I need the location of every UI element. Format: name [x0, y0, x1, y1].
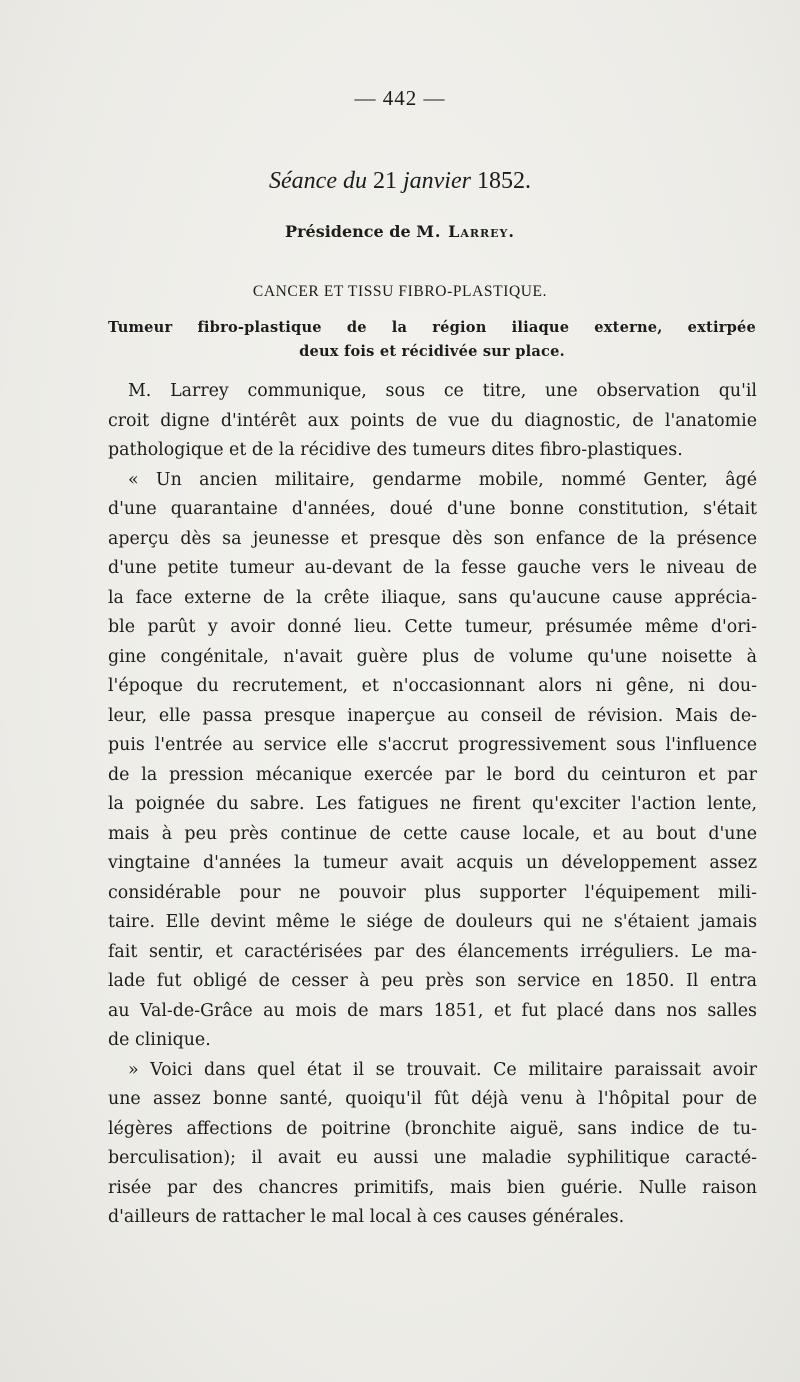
body-line: d'ailleurs de rattacher le mal local à ces causes générales.	[108, 1207, 625, 1227]
body-line: la poignée du sabre. Les fatigues ne firent qu'exciter l'action lente,	[108, 794, 757, 814]
body-line: la face externe de la crête iliaque, sans qu'aucune cause apprécia-	[108, 587, 757, 608]
body-line: » Voici dans quel état il se trouvait. Ce militaire paraissait avoir	[128, 1059, 757, 1080]
body-line: risée par des chancres primitifs, mais bien guérie. Nulle raison	[108, 1177, 757, 1198]
body-line: mais à peu près continue de cette cause locale, et au bout d'une	[108, 823, 757, 844]
presidency-name: M. Larrey.	[416, 222, 515, 241]
body-line: taire. Elle devint même le siége de douleurs qui ne s'étaient jamais	[108, 912, 757, 932]
page-number: — 442 —	[354, 86, 446, 110]
body-line: au Val-de-Grâce au mois de mars 1851, et fut placé dans nos salles	[108, 1000, 757, 1021]
body-line: une assez bonne santé, quoiqu'il fût déjà venu à l'hôpital pour de	[108, 1089, 757, 1109]
body-line: de la pression mécanique exercée par le bord du ceinturon et par	[108, 764, 757, 785]
body-line: d'une petite tumeur au-devant de la fesse gauche vers le niveau de	[108, 558, 757, 578]
body-line: lade fut obligé de cesser à peu près son service en 1850. Il entra	[108, 971, 757, 991]
session-heading	[0, 168, 800, 195]
body-line: pathologique et de la récidive des tumeurs dites fibro-plastiques.	[108, 440, 683, 460]
body-line: croit digne d'intérêt aux points de vue du diagnostic, de l'anatomie	[108, 410, 757, 431]
body-line: considérable pour ne pouvoir plus supporter l'équipement mili-	[108, 882, 757, 903]
presidency-line	[0, 222, 800, 241]
body-line: M. Larrey communique, sous ce titre, une observation qu'il	[128, 381, 757, 401]
article-subtitle	[108, 316, 756, 364]
section-title: CANCER ET TISSU FIBRO-PLASTIQUE.	[252, 283, 548, 300]
body-line: ble parût y avoir donné lieu. Cette tumeur, présumée même d'ori-	[108, 617, 757, 637]
body-line: puis l'entrée au service elle s'accrut progressivement sous l'influence	[108, 735, 757, 755]
body-line: fait sentir, et caractérisées par des élancements irréguliers. Le ma-	[108, 941, 757, 962]
body-line: aperçu dès sa jeunesse et presque dès son enfance de la présence	[108, 528, 757, 549]
session-year: 1852.	[476, 168, 531, 194]
body-line: l'époque du recrutement, et n'occasionnant alors ni gêne, ni dou-	[108, 676, 757, 696]
article-body	[108, 377, 757, 1233]
body-line: « Un ancien militaire, gendarme mobile, nommé Genter, âgé	[128, 469, 757, 490]
body-line: vingtaine d'années la tumeur avait acquis un développement assez	[108, 853, 757, 873]
body-line: gine congénitale, n'avait guère plus de volume qu'une noisette à	[108, 646, 757, 667]
subtitle-line: deux fois et récidivée sur place.	[299, 343, 565, 360]
body-line: d'une quarantaine d'années, doué d'une bonne constitution, s'était	[108, 499, 757, 519]
body-line: de clinique.	[108, 1030, 211, 1050]
body-line: leur, elle passa presque inaperçue au conseil de révision. Mais de-	[108, 705, 757, 726]
body-line: berculisation); il avait eu aussi une maladie syphilitique caracté-	[108, 1148, 757, 1168]
session-prefix: Séance du	[269, 168, 367, 194]
presidency-prefix: Présidence de	[285, 222, 411, 241]
session-month: janvier	[402, 168, 471, 194]
body-line: légères affections de poitrine (bronchite aiguë, sans indice de tu-	[108, 1118, 757, 1139]
session-day: 21	[372, 168, 397, 194]
subtitle-line: Tumeur fibro-plastique de la région iliaque externe, extirpée	[108, 319, 756, 336]
